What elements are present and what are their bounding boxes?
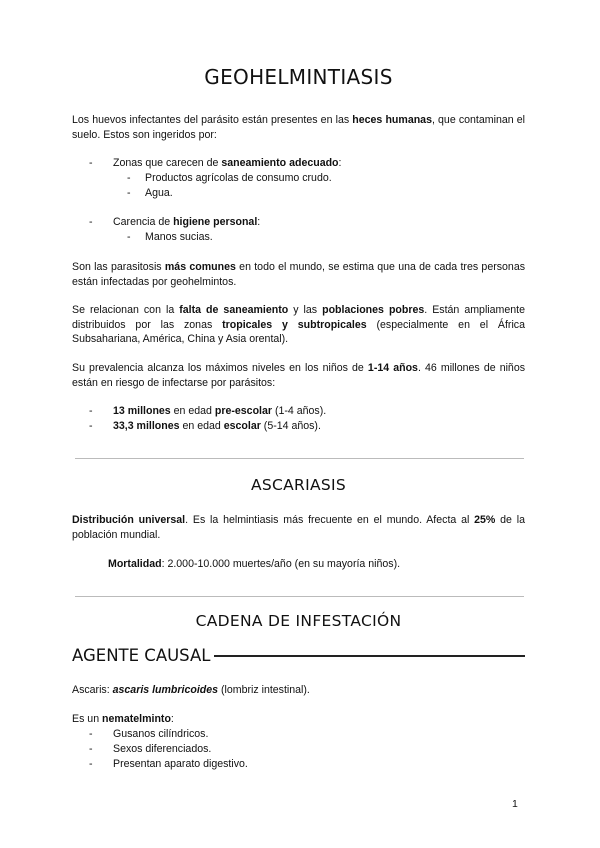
section-title-ascariasis: ASCARIASIS — [250, 476, 347, 494]
heading-underline — [214, 655, 525, 657]
paragraph: Es un nematelminto: — [72, 713, 174, 725]
list-item: - 33,3 millones en edad escolar (5-14 años). — [89, 420, 321, 432]
paragraph: Distribución universal. Es la helmintiasis más frecuente en el mundo. Afecta al 25% de la población mundial. — [72, 514, 525, 541]
mortality-line: Mortalidad: 2.000-10.000 muertes/año (en su mayoría niños). — [108, 558, 401, 570]
list-subitem: - Manos sucias. — [127, 231, 213, 243]
paragraph: Se relacionan con la falta de saneamiento y las poblaciones pobres. Están ampliamente distribuidos por las zonas tropicales y subtropicales (especialmente en el África Subsahariana, América, China y Asia orental). — [72, 304, 525, 345]
divider — [75, 596, 524, 597]
list-item: - Carencia de higiene personal: — [89, 216, 261, 228]
list-subitem: - Productos agrícolas de consumo crudo. — [127, 172, 332, 184]
divider — [75, 458, 524, 459]
list-item: - Sexos diferenciados. — [89, 743, 212, 755]
paragraph: Son las parasitosis más comunes en todo el mundo, se estima que una de cada tres personas están infectadas por geohelmintos. — [72, 261, 526, 288]
list-item: - Presentan aparato digestivo. — [89, 758, 248, 770]
page-title: GEOHELMINTIASIS — [204, 65, 393, 89]
section-title-cadena: CADENA DE INFESTACIÓN — [195, 612, 402, 630]
subsection-agente-causal — [72, 646, 525, 665]
paragraph: Ascaris: ascaris lumbricoides (lombriz intestinal). — [72, 684, 310, 696]
list-item: - Gusanos cilíndricos. — [89, 728, 209, 740]
list-subitem: - Agua. — [127, 187, 173, 199]
page-number: 1 — [512, 798, 518, 810]
subsection-title: AGENTE CAUSAL — [72, 646, 211, 665]
paragraph: Su prevalencia alcanza los máximos niveles en los niños de 1-14 años. 46 millones de niños están en riesgo de infectarse por parásitos: — [72, 362, 526, 389]
list-item: - Zonas que carecen de saneamiento adecuado: — [89, 157, 342, 169]
intro-paragraph: Los huevos infectantes del parásito están presentes en las heces humanas, que contaminan el suelo. Estos son ingeridos por: — [72, 114, 526, 141]
list-item: - 13 millones en edad pre-escolar (1-4 años). — [89, 405, 327, 417]
